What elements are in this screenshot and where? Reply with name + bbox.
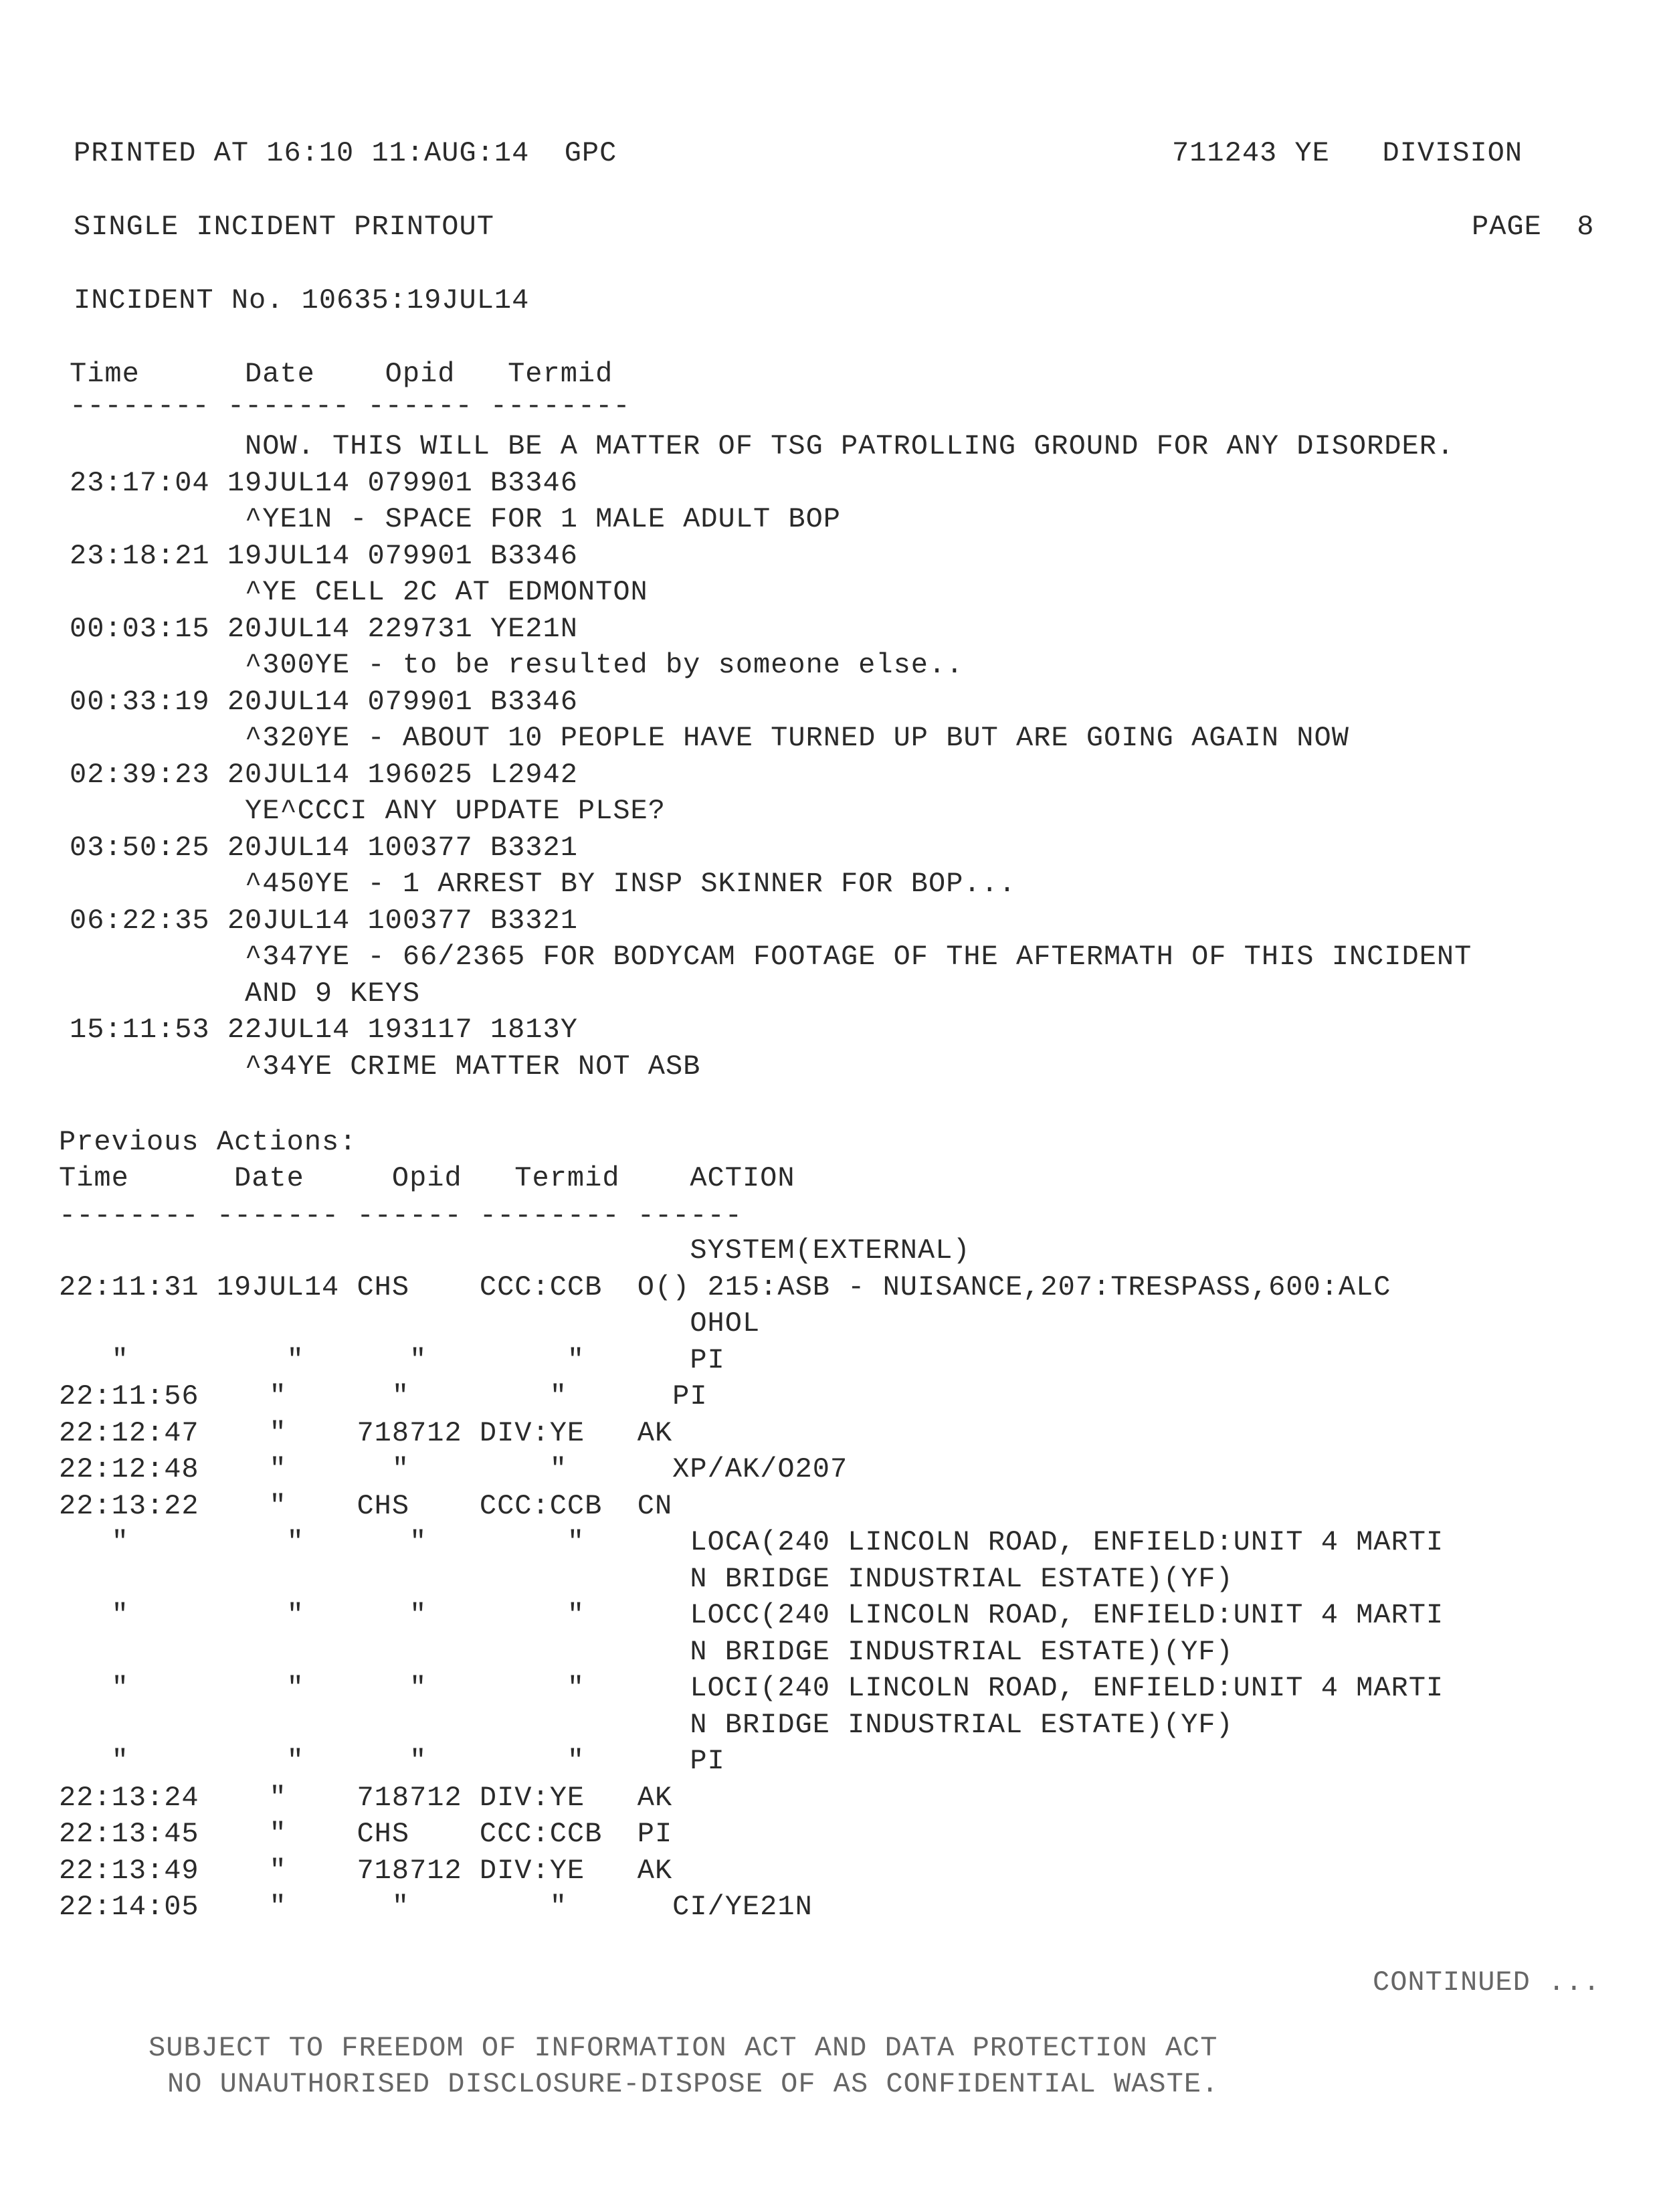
log-line: " " " " LOCI(240 LINCOLN ROAD, ENFIELD:UNIT 4 MARTI [59, 1672, 1444, 1704]
log-line: " " " " LOCA(240 LINCOLN ROAD, ENFIELD:UNIT 4 MARTI [59, 1526, 1444, 1558]
page-number: PAGE 8 [1472, 211, 1595, 243]
log-line: 22:14:05 " " " CI/YE21N [59, 1891, 813, 1923]
document-title: SINGLE INCIDENT PRINTOUT [74, 211, 494, 243]
log-line: YE^CCCI ANY UPDATE PLSE? [70, 795, 666, 827]
log-line: 22:12:48 " " " XP/AK/O207 [59, 1453, 848, 1485]
log-line: " " " " PI [59, 1745, 725, 1777]
log-line: N BRIDGE INDUSTRIAL ESTATE)(YF) [59, 1562, 1234, 1595]
log-line: 03:50:25 20JUL14 100377 B3321 [70, 831, 578, 864]
log-line: 00:33:19 20JUL14 079901 B3346 [70, 685, 578, 718]
log-line: ^300YE - to be resulted by someone else.. [70, 649, 964, 681]
log-line: 15:11:53 22JUL14 193117 1813Y [70, 1014, 578, 1046]
log-line: ^YE1N - SPACE FOR 1 MALE ADULT BOP [70, 503, 841, 535]
log-rule: -------- ------- ------ -------- [70, 390, 631, 422]
log-line: 00:03:15 20JUL14 229731 YE21N [70, 612, 578, 645]
disposal-notice: NO UNAUTHORISED DISCLOSURE-DISPOSE OF AS CONFIDENTIAL WASTE. [167, 2068, 1219, 2100]
confidentiality-notice: SUBJECT TO FREEDOM OF INFORMATION ACT AND DATA PROTECTION ACT [149, 2032, 1218, 2064]
log-line: 22:11:31 19JUL14 CHS CCC:CCB O() 215:ASB - NUISANCE,207:TRESPASS,600:ALC [59, 1271, 1391, 1303]
log-line: 23:18:21 19JUL14 079901 B3346 [70, 539, 578, 572]
printed-line: PRINTED AT 16:10 11:AUG:14 GPC [74, 137, 617, 169]
log-line: ^450YE - 1 ARREST BY INSP SKINNER FOR BOP... [70, 868, 1017, 900]
log-line: AND 9 KEYS [70, 977, 421, 1010]
log-column-header: Time Date Opid Termid [70, 358, 613, 390]
log-line: 22:13:24 " 718712 DIV:YE AK [59, 1781, 673, 1814]
log-line: ^320YE - ABOUT 10 PEOPLE HAVE TURNED UP BUT ARE GOING AGAIN NOW [70, 722, 1349, 754]
division-ref: 711243 YE DIVISION [1172, 137, 1523, 169]
log-line: " " " " PI [59, 1344, 725, 1376]
log-line: ^347YE - 66/2365 FOR BODYCAM FOOTAGE OF THE AFTERMATH OF THIS INCIDENT [70, 941, 1472, 973]
incident-number: INCIDENT No. 10635:19JUL14 [74, 284, 530, 316]
log-line: ^34YE CRIME MATTER NOT ASB [70, 1050, 701, 1083]
log-line: 22:13:49 " 718712 DIV:YE AK [59, 1854, 673, 1887]
previous-actions-title: Previous Actions: [59, 1126, 357, 1158]
log-line: N BRIDGE INDUSTRIAL ESTATE)(YF) [59, 1635, 1234, 1668]
log-line: ^YE CELL 2C AT EDMONTON [70, 576, 648, 608]
previous-column-header: Time Date Opid Termid ACTION [59, 1162, 795, 1194]
log-line: 22:12:47 " 718712 DIV:YE AK [59, 1416, 673, 1449]
log-line: 22:11:56 " " " PI [59, 1380, 708, 1412]
continued-marker: CONTINUED ... [1373, 1966, 1601, 1999]
log-line: 06:22:35 20JUL14 100377 B3321 [70, 904, 578, 937]
log-line: 22:13:22 " CHS CCC:CCB CN [59, 1489, 673, 1522]
log-line: N BRIDGE INDUSTRIAL ESTATE)(YF) [59, 1708, 1234, 1741]
log-line: SYSTEM(EXTERNAL) [59, 1234, 971, 1267]
log-line: 23:17:04 19JUL14 079901 B3346 [70, 466, 578, 499]
log-line: 22:13:45 " CHS CCC:CCB PI [59, 1818, 673, 1850]
log-line: 02:39:23 20JUL14 196025 L2942 [70, 758, 578, 791]
log-line: " " " " LOCC(240 LINCOLN ROAD, ENFIELD:UNIT 4 MARTI [59, 1599, 1444, 1631]
log-line: OHOL [59, 1307, 761, 1340]
log-line: NOW. THIS WILL BE A MATTER OF TSG PATROLLING GROUND FOR ANY DISORDER. [70, 430, 1455, 462]
previous-rule: -------- ------- ------ -------- ------ [59, 1200, 743, 1232]
